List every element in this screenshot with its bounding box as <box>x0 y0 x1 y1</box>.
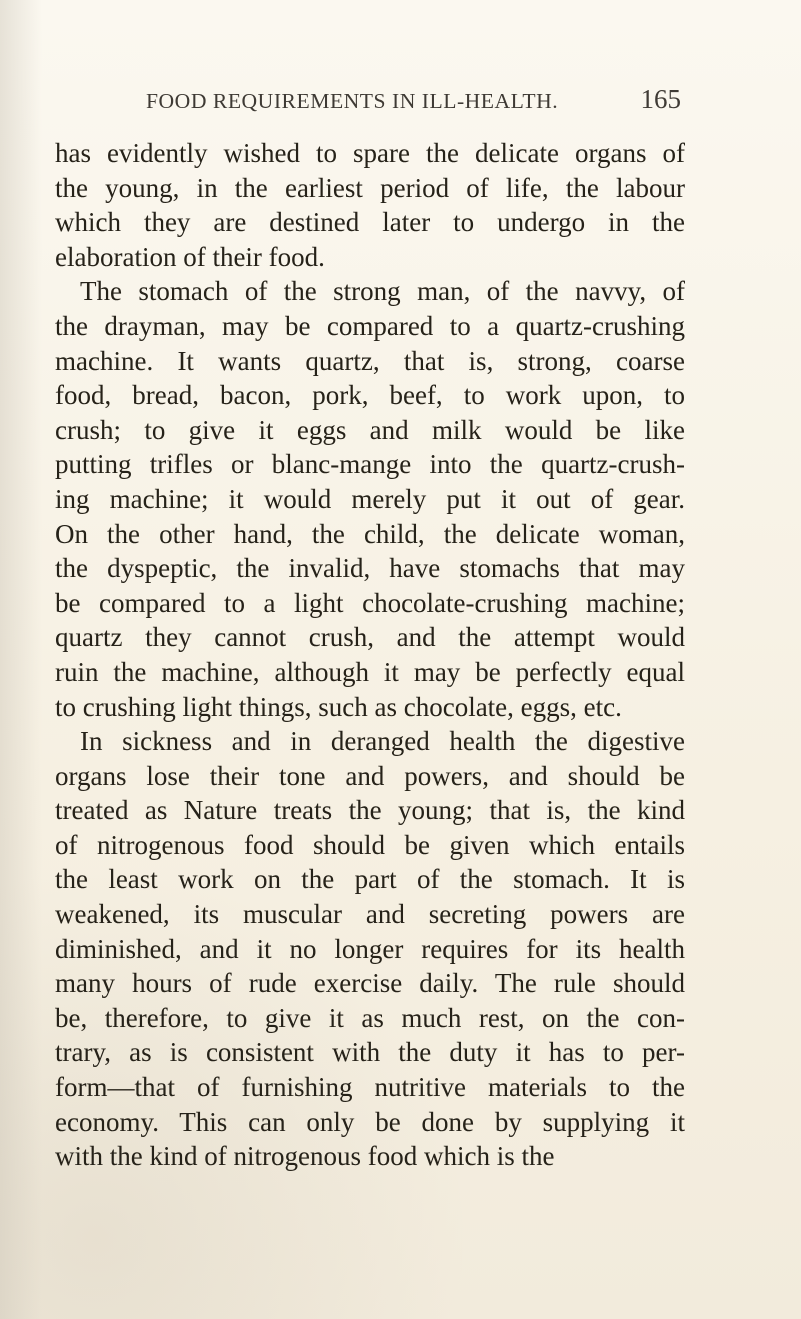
page-header <box>146 84 681 122</box>
text-line: the drayman, may be compared to a quartz-crushing <box>55 310 685 341</box>
text-line: be, therefore, to give it as much rest, on the con- <box>55 1002 685 1033</box>
text-line: crush; to give it eggs and milk would be like <box>55 414 685 445</box>
text-line: the young, in the earliest period of life, the labour <box>55 172 685 203</box>
text-line: with the kind of nitrogenous food which is the <box>55 1141 555 1172</box>
text-line: economy. This can only be done by supplying it <box>55 1106 685 1137</box>
body-text <box>55 136 685 1174</box>
page-number: 165 <box>640 84 681 114</box>
text-line: ruin the machine, although it may be perfectly equal <box>55 656 685 687</box>
text-line: organs lose their tone and powers, and should be <box>55 760 685 791</box>
text-line: form—that of furnishing nutritive materials to the <box>55 1072 685 1103</box>
text-line: food, bread, bacon, pork, beef, to work upon, to <box>55 380 685 411</box>
text-line: weakened, its muscular and secreting powers are <box>55 899 685 930</box>
paragraph-first-line: The stomach of the strong man, of the navvy, of <box>80 276 685 307</box>
text-line: ing machine; it would merely put it out of gear. <box>55 483 685 514</box>
text-line: treated as Nature treats the young; that is, the kind <box>55 795 685 826</box>
paragraph-first-line: In sickness and in deranged health the digestive <box>80 726 685 757</box>
text-line: of nitrogenous food should be given which entails <box>55 829 685 860</box>
text-line: elaboration of their food. <box>55 241 325 272</box>
text-line: to crushing light things, such as chocolate, eggs, etc. <box>55 691 622 722</box>
text-line: the dyspeptic, the invalid, have stomachs that may <box>55 553 685 584</box>
text-line: On the other hand, the child, the delicate woman, <box>55 518 685 549</box>
text-line: many hours of rude exercise daily. The rule should <box>55 968 685 999</box>
text-line: putting trifles or blanc-mange into the quartz-crush- <box>55 449 685 480</box>
text-line: trary, as is consistent with the duty it has to per- <box>55 1037 685 1068</box>
running-title: FOOD REQUIREMENTS IN ILL-HEALTH. <box>146 89 559 113</box>
page-edge-shadow <box>0 0 42 1319</box>
text-line: machine. It wants quartz, that is, strong, coarse <box>55 345 685 376</box>
text-line: has evidently wished to spare the delicate organs of <box>55 138 685 168</box>
text-line: which they are destined later to undergo in the <box>55 207 685 238</box>
text-line: be compared to a light chocolate-crushing machine; <box>55 587 685 618</box>
text-line: quartz they cannot crush, and the attempt would <box>55 622 685 653</box>
text-line: diminished, and it no longer requires for its health <box>55 933 685 964</box>
text-line: the least work on the part of the stomach. It is <box>55 864 685 895</box>
